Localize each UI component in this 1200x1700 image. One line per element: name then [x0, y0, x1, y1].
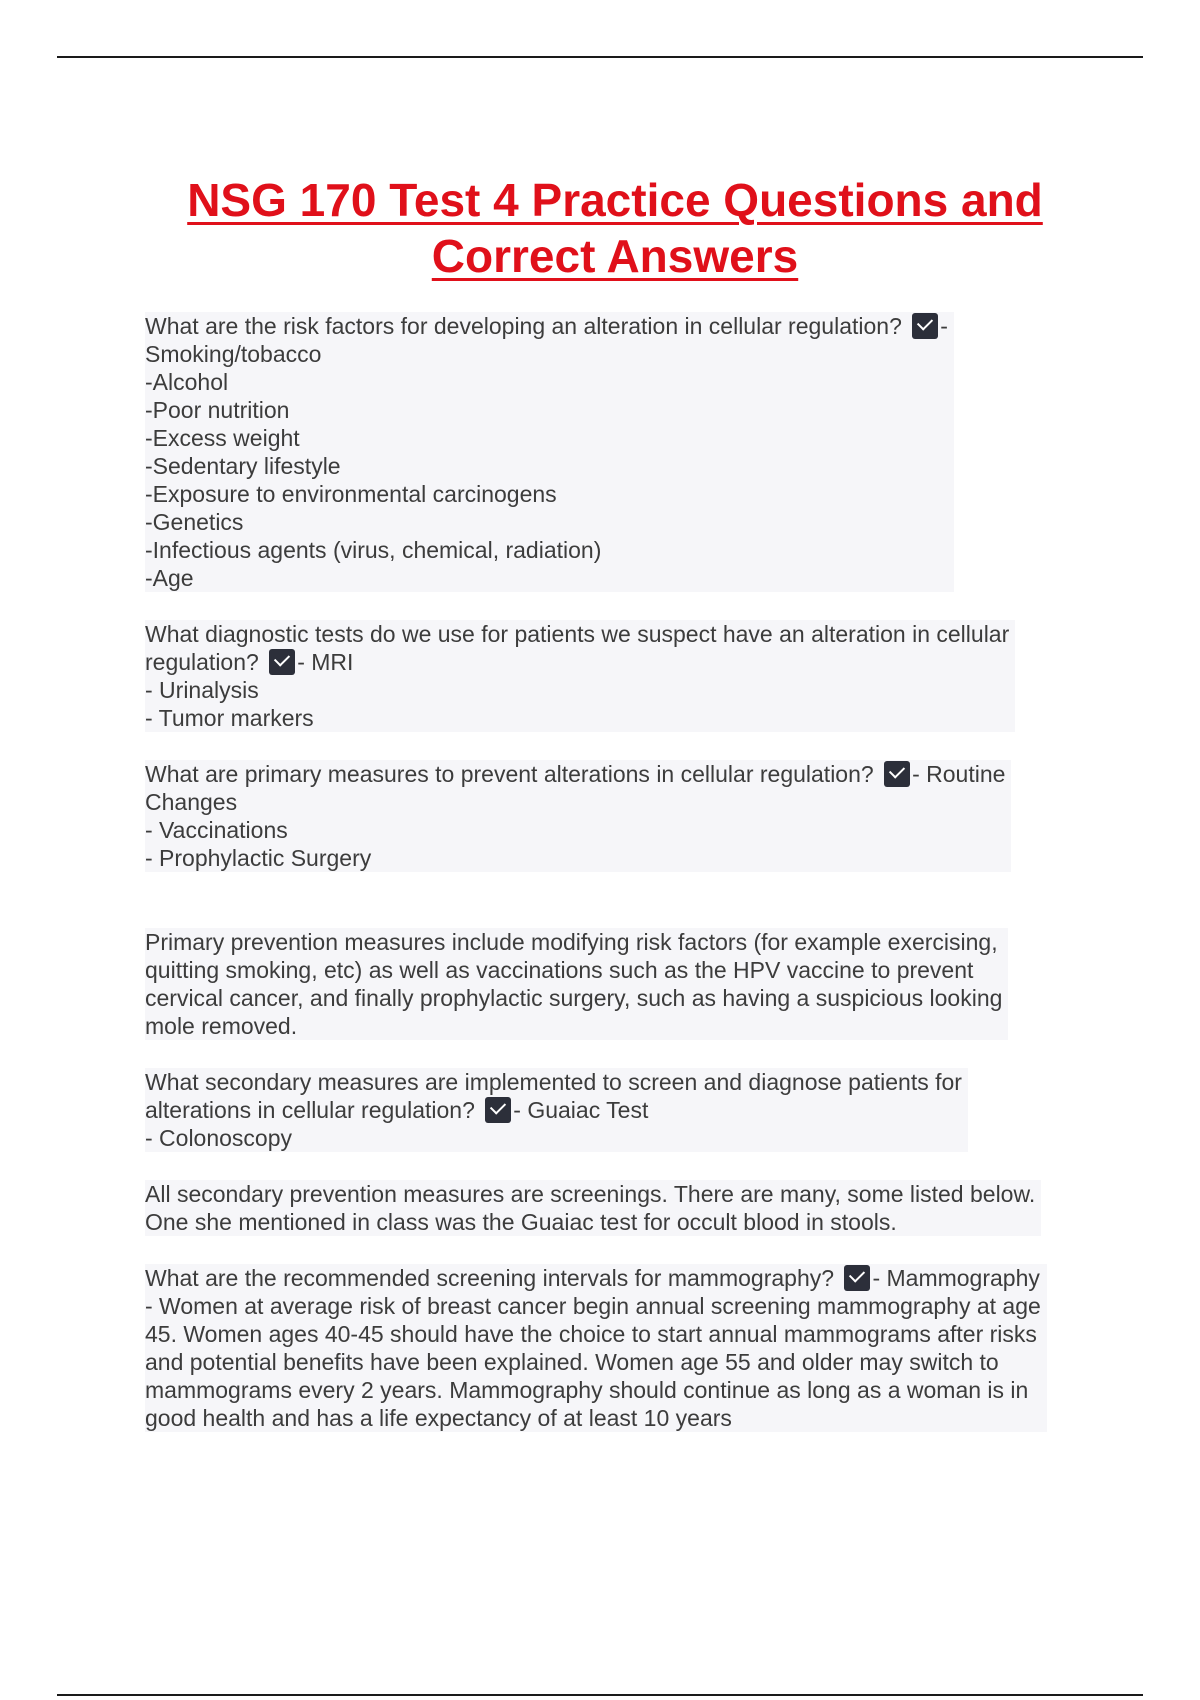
qa-item-primary-measures — [145, 760, 1011, 872]
checkmark-icon — [912, 313, 938, 339]
checkmark-icon — [485, 1097, 511, 1123]
answer-line: - Vaccinations — [145, 817, 288, 843]
bottom-rule — [57, 1694, 1143, 1696]
checkmark-icon — [269, 649, 295, 675]
answer-line: -Infectious agents (virus, chemical, radiation) — [145, 537, 602, 563]
explanation-primary-prevention — [145, 928, 1008, 1040]
title-line-1: NSG 170 Test 4 Practice Questions and — [187, 174, 1043, 226]
question-text: What are the risk factors for developing an alteration in cellular regulation? — [145, 313, 902, 339]
answer-line: - Prophylactic Surgery — [145, 845, 372, 871]
explanation-secondary-prevention — [145, 1180, 1041, 1236]
question-text: regulation? — [145, 649, 259, 675]
top-rule — [57, 56, 1143, 58]
explanation-line: All secondary prevention measures are screenings. There are many, some listed below. — [145, 1181, 1036, 1207]
answer-line: -Age — [145, 565, 194, 591]
answer-start: - Mammography — [872, 1265, 1040, 1291]
answer-line: good health and has a life expectancy of at least 10 years — [145, 1405, 732, 1431]
explanation-line: mole removed. — [145, 1013, 298, 1039]
answer-line: Changes — [145, 789, 238, 815]
explanation-line: quitting smoking, etc) as well as vaccinations such as the HPV vaccine to prevent — [145, 957, 974, 983]
title-line-2: Correct Answers — [431, 230, 799, 282]
answer-start: - Guaiac Test — [513, 1097, 649, 1123]
qa-item-secondary-measures — [145, 1068, 968, 1152]
answer-line: 45. Women ages 40-45 should have the choice to start annual mammograms after risks — [145, 1321, 1037, 1347]
qa-item-diagnostic-tests — [145, 620, 1015, 732]
answer-line: - Colonoscopy — [145, 1125, 293, 1151]
question-text: What are the recommended screening intervals for mammography? — [145, 1265, 835, 1291]
answer-line: -Alcohol — [145, 369, 229, 395]
explanation-line: cervical cancer, and finally prophylactic surgery, such as having a suspicious looking — [145, 985, 1003, 1011]
question-text: What secondary measures are implemented to screen and diagnose patients for — [145, 1069, 962, 1095]
answer-line: mammograms every 2 years. Mammography should continue as long as a woman is in — [145, 1377, 1029, 1403]
answer-start: - MRI — [297, 649, 354, 675]
answer-line: -Genetics — [145, 509, 244, 535]
answer-line: -Excess weight — [145, 425, 300, 451]
answer-line: - Women at average risk of breast cancer begin annual screening mammography at age — [145, 1293, 1041, 1319]
qa-item-risk-factors — [145, 312, 954, 592]
question-text: alterations in cellular regulation? — [145, 1097, 475, 1123]
answer-line: -Sedentary lifestyle — [145, 453, 341, 479]
question-text: What diagnostic tests do we use for patients we suspect have an alteration in cellular — [145, 621, 1010, 647]
answer-line: - Tumor markers — [145, 705, 314, 731]
question-text: What are primary measures to prevent alterations in cellular regulation? — [145, 761, 874, 787]
qa-content — [145, 312, 1095, 1460]
explanation-line: One she mentioned in class was the Guaiac test for occult blood in stools. — [145, 1209, 897, 1235]
qa-item-mammography — [145, 1264, 1047, 1432]
document-title — [130, 172, 1100, 284]
answer-line: -Poor nutrition — [145, 397, 290, 423]
answer-line: -Exposure to environmental carcinogens — [145, 481, 557, 507]
checkmark-icon — [884, 761, 910, 787]
answer-line: and potential benefits have been explained. Women age 55 and older may switch to — [145, 1349, 999, 1375]
answer-line: Smoking/tobacco — [145, 341, 322, 367]
answer-start: - Routine — [912, 761, 1006, 787]
checkmark-icon — [844, 1265, 870, 1291]
explanation-line: Primary prevention measures include modifying risk factors (for example exercising, — [145, 929, 998, 955]
answer-start: - — [940, 313, 948, 339]
answer-line: - Urinalysis — [145, 677, 259, 703]
